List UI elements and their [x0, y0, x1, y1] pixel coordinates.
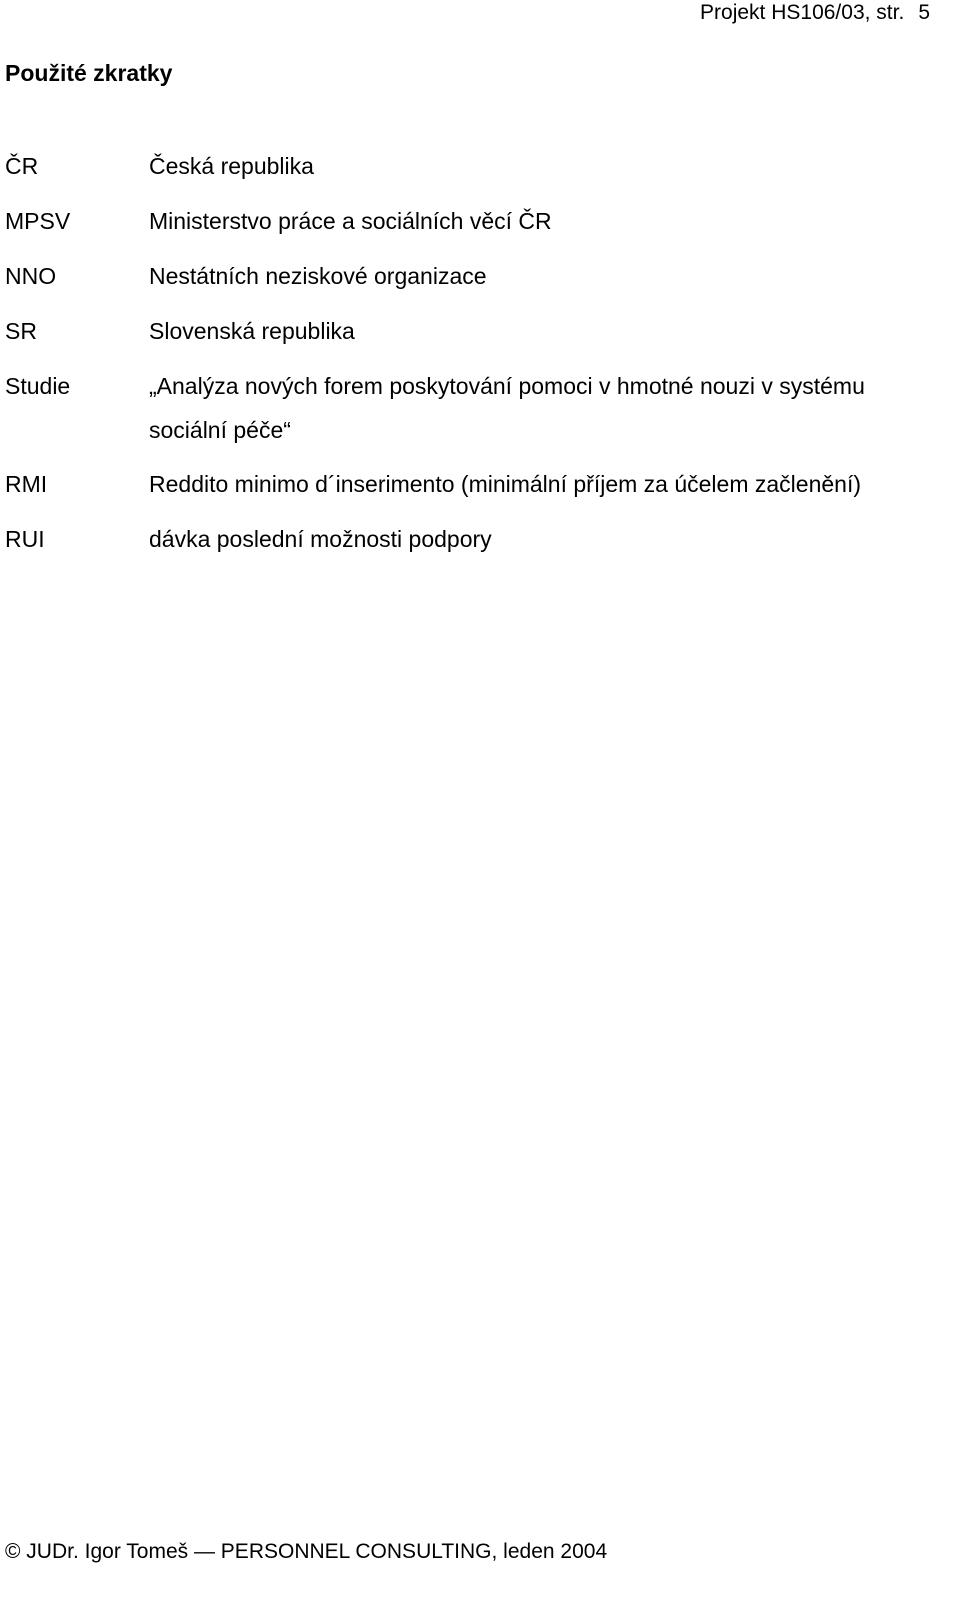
abbreviation-term: MPSV — [5, 208, 71, 234]
abbreviation-definition: dávka poslední možnosti podpory — [149, 526, 492, 552]
abbreviation-term: SR — [5, 318, 37, 344]
abbreviation-definition: „Analýza nových forem poskytování pomoci v hmotné nouzi v systému sociální péče“ — [149, 373, 865, 443]
abbreviation-term: RUI — [5, 526, 45, 552]
abbreviation-definition: Ministerstvo práce a sociálních věcí ČR — [149, 208, 552, 234]
page-footer: © JUDr. Igor Tomeš — PERSONNEL CONSULTING, leden 2004 — [5, 1540, 608, 1563]
abbreviation-definition: Slovenská republika — [149, 318, 355, 344]
abbreviation-term: Studie — [5, 373, 71, 399]
abbreviation-definition: Nestátních neziskové organizace — [149, 263, 487, 289]
page-number: 5 — [918, 1, 930, 24]
section-title: Použité zkratky — [5, 60, 173, 86]
abbreviation-definition: Česká republika — [149, 153, 314, 179]
abbreviation-term: ČR — [5, 153, 39, 179]
abbreviation-definition: Reddito minimo d´inserimento (minimální příjem za účelem začlenění) — [149, 471, 861, 497]
project-reference: Projekt HS106/03, str. — [700, 1, 905, 24]
abbreviation-term: NNO — [5, 263, 57, 289]
page-header — [700, 0, 930, 26]
abbreviation-term: RMI — [5, 471, 48, 497]
